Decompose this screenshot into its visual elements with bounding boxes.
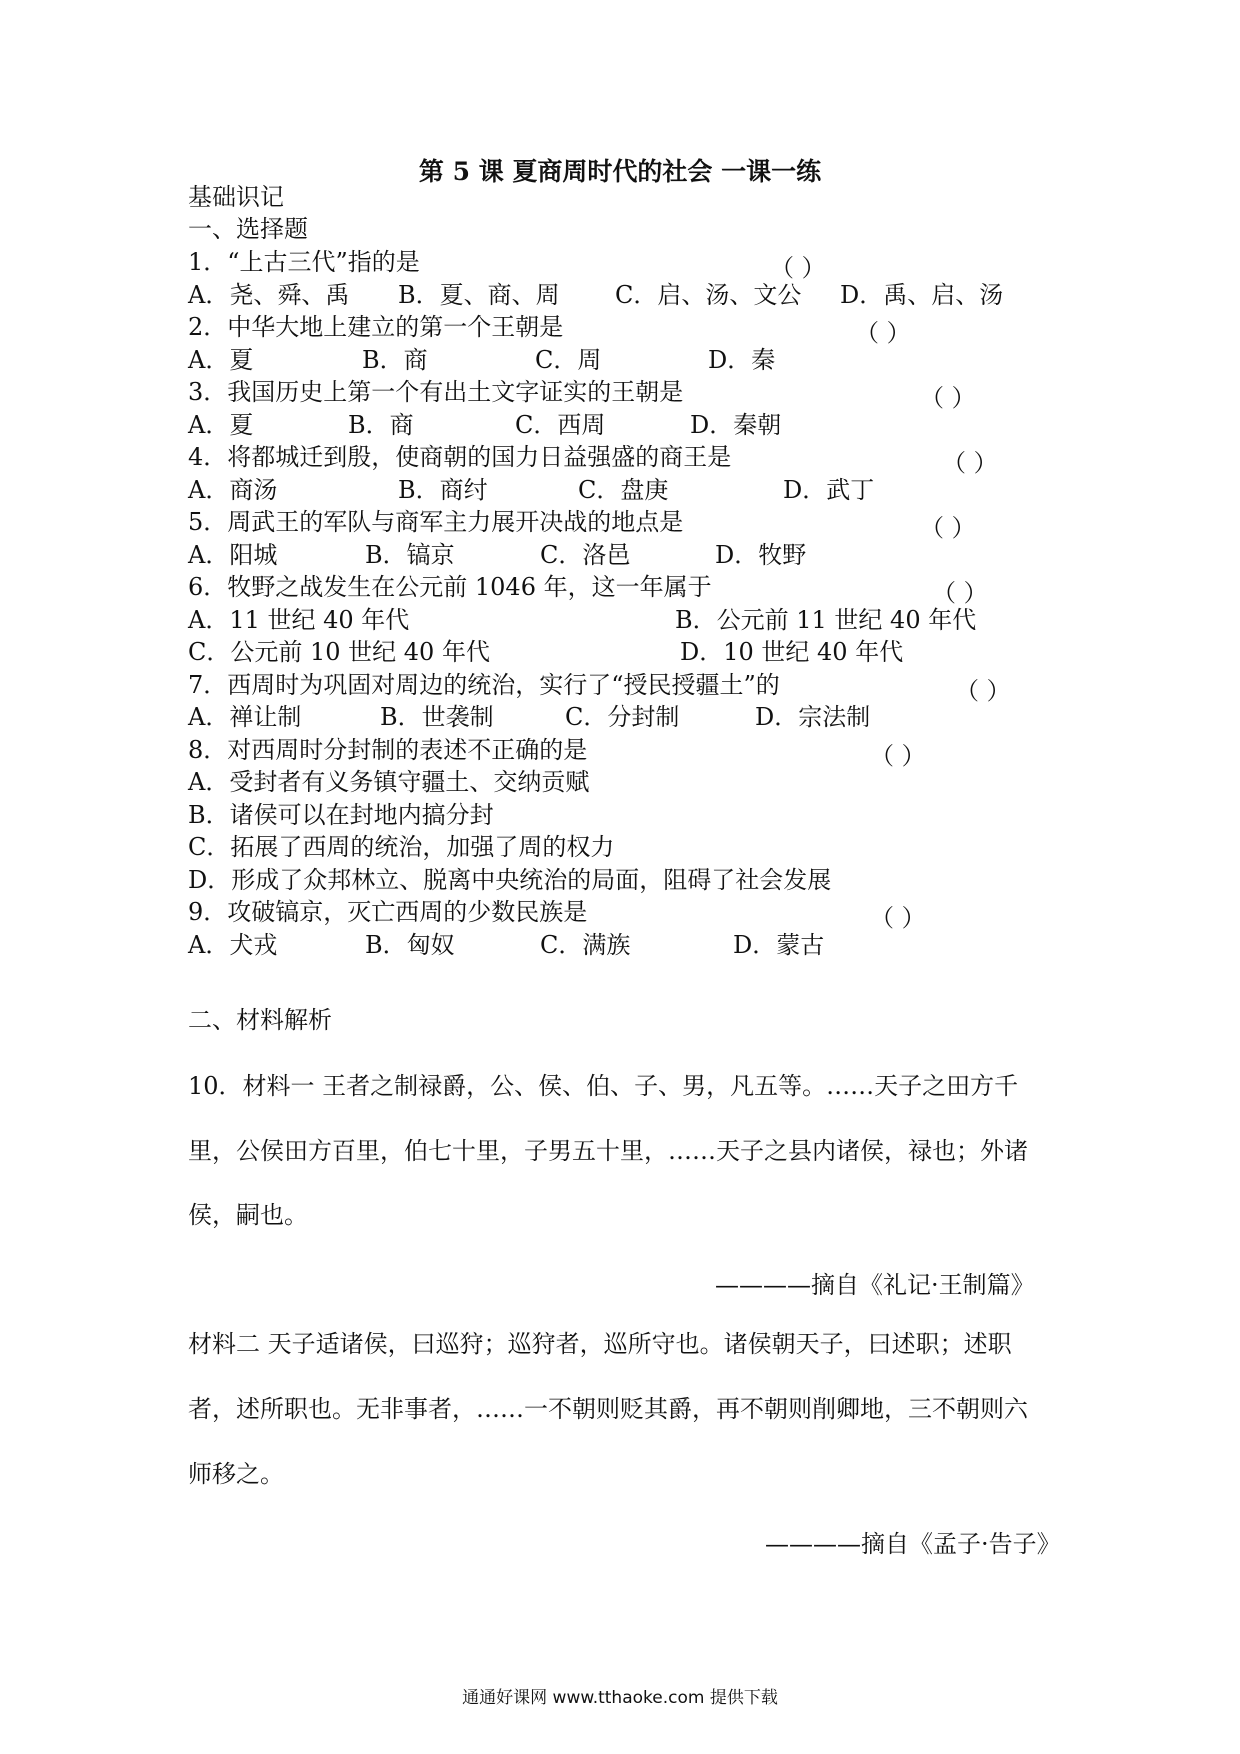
material-2-line: 师移之。 bbox=[188, 1460, 284, 1488]
q4-answer-paren: （ ） bbox=[942, 449, 998, 477]
q8-answer-paren: （ ） bbox=[870, 742, 926, 770]
q3-option-c: C．西周 bbox=[515, 411, 606, 439]
q7-option-d: D．宗法制 bbox=[755, 703, 871, 731]
q2-option-b: B．商 bbox=[362, 346, 428, 374]
q1-answer-paren: （ ） bbox=[770, 254, 826, 282]
q6-stem: 6．牧野之战发生在公元前 1046 年，这一年属于 bbox=[188, 573, 712, 601]
q3-answer-paren: （ ） bbox=[920, 384, 976, 412]
material-2-line: 者，述所职也。无非事者，……一不朝则贬其爵，再不朝则削卿地，三不朝则六 bbox=[188, 1395, 1028, 1423]
q5-stem: 5．周武王的军队与商军主力展开决战的地点是 bbox=[188, 508, 684, 536]
q6-option-c: C．公元前 10 世纪 40 年代 bbox=[188, 638, 490, 666]
q6-option-a: A．11 世纪 40 年代 bbox=[188, 606, 410, 634]
q6-answer-paren: （ ） bbox=[932, 579, 988, 607]
material-1-line: 10．材料一 王者之制禄爵，公、侯、伯、子、男，凡五等。……天子之田方千 bbox=[188, 1072, 1019, 1100]
q2-option-d: D．秦 bbox=[708, 346, 776, 374]
q9-option-a: A．犬戎 bbox=[188, 931, 278, 959]
q9-option-d: D．蒙古 bbox=[733, 931, 825, 959]
material-2-line: 材料二 天子适诸侯，曰巡狩；巡狩者，巡所守也。诸侯朝天子，曰述职；述职 bbox=[188, 1330, 1012, 1358]
q4-option-b: B．商纣 bbox=[398, 476, 488, 504]
q7-answer-paren: （ ） bbox=[955, 677, 1011, 705]
material-1-source: ————摘自《礼记·王制篇》 bbox=[715, 1271, 1035, 1299]
section-basic: 基础识记 bbox=[188, 183, 284, 211]
footer-credit: 通通好课网 www.tthaoke.com 提供下载 bbox=[462, 1688, 778, 1708]
section-choice: 一、选择题 bbox=[188, 215, 308, 243]
q9-option-b: B．匈奴 bbox=[365, 931, 455, 959]
q3-option-a: A．夏 bbox=[188, 411, 254, 439]
q1-option-a: A．尧、舜、禹 bbox=[188, 281, 350, 309]
q8-stem: 8．对西周时分封制的表述不正确的是 bbox=[188, 736, 588, 764]
q7-option-b: B．世袭制 bbox=[380, 703, 494, 731]
material-1-line: 里，公侯田方百里，伯七十里，子男五十里，……天子之县内诸侯，禄也；外诸 bbox=[188, 1137, 1028, 1165]
q9-stem: 9．攻破镐京，灭亡西周的少数民族是 bbox=[188, 898, 588, 926]
material-1-line: 侯，嗣也。 bbox=[188, 1201, 308, 1229]
q3-stem: 3．我国历史上第一个有出土文字证实的王朝是 bbox=[188, 378, 684, 406]
q5-option-d: D．牧野 bbox=[715, 541, 807, 569]
q6-option-d: D．10 世纪 40 年代 bbox=[680, 638, 904, 666]
q8-option-a: A．受封者有义务镇守疆土、交纳贡赋 bbox=[188, 768, 590, 796]
q1-option-c: C．启、汤、文公 bbox=[615, 281, 802, 309]
q9-answer-paren: （ ） bbox=[870, 904, 926, 932]
q9-option-c: C．满族 bbox=[540, 931, 631, 959]
q4-option-a: A．商汤 bbox=[188, 476, 278, 504]
q4-option-c: C．盘庚 bbox=[578, 476, 669, 504]
q5-answer-paren: （ ） bbox=[920, 514, 976, 542]
q5-option-b: B．镐京 bbox=[365, 541, 455, 569]
q8-option-c: C．拓展了西周的统治，加强了周的权力 bbox=[188, 833, 615, 861]
section-material: 二、材料解析 bbox=[188, 1006, 332, 1034]
q2-option-a: A．夏 bbox=[188, 346, 254, 374]
q5-option-c: C．洛邑 bbox=[540, 541, 631, 569]
q2-option-c: C．周 bbox=[535, 346, 602, 374]
q3-option-b: B．商 bbox=[348, 411, 414, 439]
q4-stem: 4．将都城迁到殷，使商朝的国力日益强盛的商王是 bbox=[188, 443, 732, 471]
q6-option-b: B．公元前 11 世纪 40 年代 bbox=[675, 606, 977, 634]
q1-option-b: B．夏、商、周 bbox=[398, 281, 560, 309]
q4-option-d: D．武丁 bbox=[783, 476, 875, 504]
q3-option-d: D．秦朝 bbox=[690, 411, 782, 439]
q1-option-d: D．禹、启、汤 bbox=[840, 281, 1004, 309]
q7-option-c: C．分封制 bbox=[565, 703, 680, 731]
q1-stem: 1．“上古三代”指的是 bbox=[188, 248, 420, 276]
page-title: 第 5 课 夏商周时代的社会 一课一练 bbox=[418, 157, 822, 186]
q7-option-a: A．禅让制 bbox=[188, 703, 302, 731]
q5-option-a: A．阳城 bbox=[188, 541, 278, 569]
q8-option-b: B．诸侯可以在封地内搞分封 bbox=[188, 801, 494, 829]
q2-stem: 2．中华大地上建立的第一个王朝是 bbox=[188, 313, 564, 341]
material-2-source: ————摘自《孟子·告子》 bbox=[765, 1530, 1061, 1558]
q7-stem: 7．西周时为巩固对周边的统治，实行了“授民授疆土”的 bbox=[188, 671, 780, 699]
q2-answer-paren: （ ） bbox=[855, 319, 911, 347]
q8-option-d: D．形成了众邦林立、脱离中央统治的局面，阻碍了社会发展 bbox=[188, 866, 832, 894]
